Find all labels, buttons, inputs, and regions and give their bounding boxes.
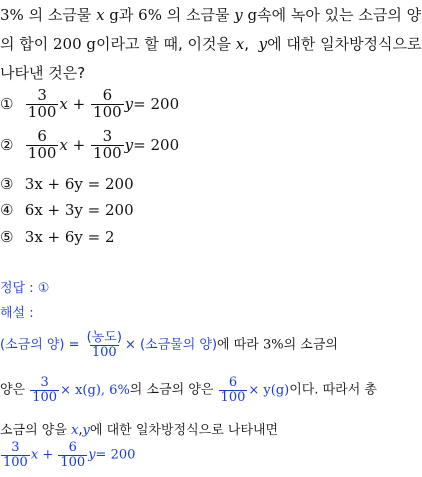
answer-line [0, 277, 49, 296]
var-x: x [71, 423, 79, 438]
var-y: y [88, 447, 96, 463]
option-4[interactable] [0, 201, 134, 219]
text: 의 소금물 [23, 6, 97, 24]
equals-rhs: = 200 [133, 94, 180, 113]
explanation-label: 해설 : [0, 306, 34, 321]
fraction [85, 331, 124, 359]
option-1[interactable] [0, 88, 179, 121]
text: 이다. 따라서 총 [289, 382, 377, 398]
comma: , [244, 35, 250, 53]
var-x: x [30, 447, 39, 463]
fraction [26, 88, 59, 121]
solution-line-1 [0, 331, 338, 359]
percent-6: 6% [138, 6, 162, 24]
fraction [219, 376, 248, 404]
text: × (소금물의 양) [124, 337, 218, 353]
numerator: 6 [228, 375, 238, 390]
numerator: 3 [102, 127, 113, 145]
option-marker: ② [0, 135, 14, 154]
text: × x(g), [60, 382, 110, 398]
option-5[interactable] [0, 228, 115, 246]
denominator: 100 [60, 454, 86, 470]
denominator: 100 [27, 102, 57, 121]
var-y: y [234, 6, 243, 24]
denominator: 100 [3, 454, 28, 470]
text: (소금의 양) = [0, 337, 84, 353]
fraction [58, 441, 87, 469]
equals-rhs: = 200 [95, 447, 136, 463]
var-y: y [258, 35, 268, 53]
var-x: x [96, 6, 105, 24]
text: 이라고 할 때, 이것을 [96, 35, 236, 53]
text: 의 소금의 양은 [129, 382, 218, 398]
fraction [91, 88, 124, 121]
equals-rhs: = 200 [133, 135, 180, 154]
var-x: x [235, 35, 245, 53]
denominator: 100 [220, 389, 246, 405]
denominator: 100 [32, 389, 58, 405]
text: 에 대한 일차방정식으로 [267, 35, 422, 53]
text: 에 대한 일차방정식으로 나타내면 [89, 423, 279, 438]
plus-sign: + [42, 447, 54, 463]
var-y: y [124, 135, 134, 154]
option-expression: 3x + 6y = 200 [24, 175, 134, 193]
option-expression: 6x + 3y = 200 [24, 201, 134, 219]
question-line-1 [0, 4, 421, 25]
var-y: y [124, 94, 134, 113]
var-x: x [59, 135, 68, 154]
percent-3: 3% [262, 337, 284, 353]
plus-sign: + [72, 94, 86, 113]
option-expression: 3x + 6y = 2 [24, 228, 115, 246]
numerator: (농도) [86, 330, 122, 345]
unit-g: g [104, 6, 119, 24]
fraction [30, 376, 59, 404]
solution-equation [0, 441, 135, 469]
fraction [26, 129, 59, 162]
denominator: 100 [93, 102, 122, 121]
text: 과 [118, 6, 139, 24]
comma: , [78, 423, 83, 438]
var-x: x [59, 94, 68, 113]
plus-sign: + [72, 135, 86, 154]
option-marker: ① [0, 94, 14, 113]
text: 에 따라 [217, 337, 263, 353]
question-line-3: 나타낸 것은? [0, 64, 86, 82]
denominator: 100 [27, 143, 57, 162]
var-y: y [82, 423, 90, 438]
option-marker: ③ [0, 175, 14, 193]
number-200: 200 [53, 35, 82, 53]
percent-3: 3% [0, 6, 24, 24]
text: 의 소금물 [161, 6, 235, 24]
numerator: 3 [11, 440, 20, 455]
unit-g: g [81, 35, 97, 53]
text: × y(g) [248, 382, 290, 398]
numerator: 6 [102, 86, 113, 104]
denominator: 100 [93, 143, 122, 162]
unit-g: g [242, 6, 258, 24]
denominator: 100 [91, 344, 117, 360]
option-marker: ⑤ [0, 228, 14, 246]
question-line-2 [0, 33, 422, 54]
text: 의 소금의 [283, 337, 338, 353]
answer-value: ① [37, 281, 50, 296]
numerator: 6 [37, 127, 47, 145]
option-2[interactable] [0, 129, 179, 162]
percent-6: 6% [109, 382, 130, 398]
numerator: 3 [40, 375, 49, 390]
fraction [91, 129, 124, 162]
fraction [1, 441, 30, 469]
text: 소금의 양을 [0, 423, 72, 438]
option-marker: ④ [0, 201, 14, 219]
solution-line-3 [0, 419, 278, 438]
answer-label: 정답 : [0, 281, 38, 296]
numerator: 3 [37, 86, 47, 104]
option-3[interactable] [0, 175, 134, 193]
solution-line-2 [0, 376, 377, 404]
text: 속에 녹아 있는 소금의 양 [257, 6, 422, 24]
numerator: 6 [68, 440, 77, 455]
text: 양은 [0, 382, 30, 398]
text: 의 합이 [0, 35, 54, 53]
